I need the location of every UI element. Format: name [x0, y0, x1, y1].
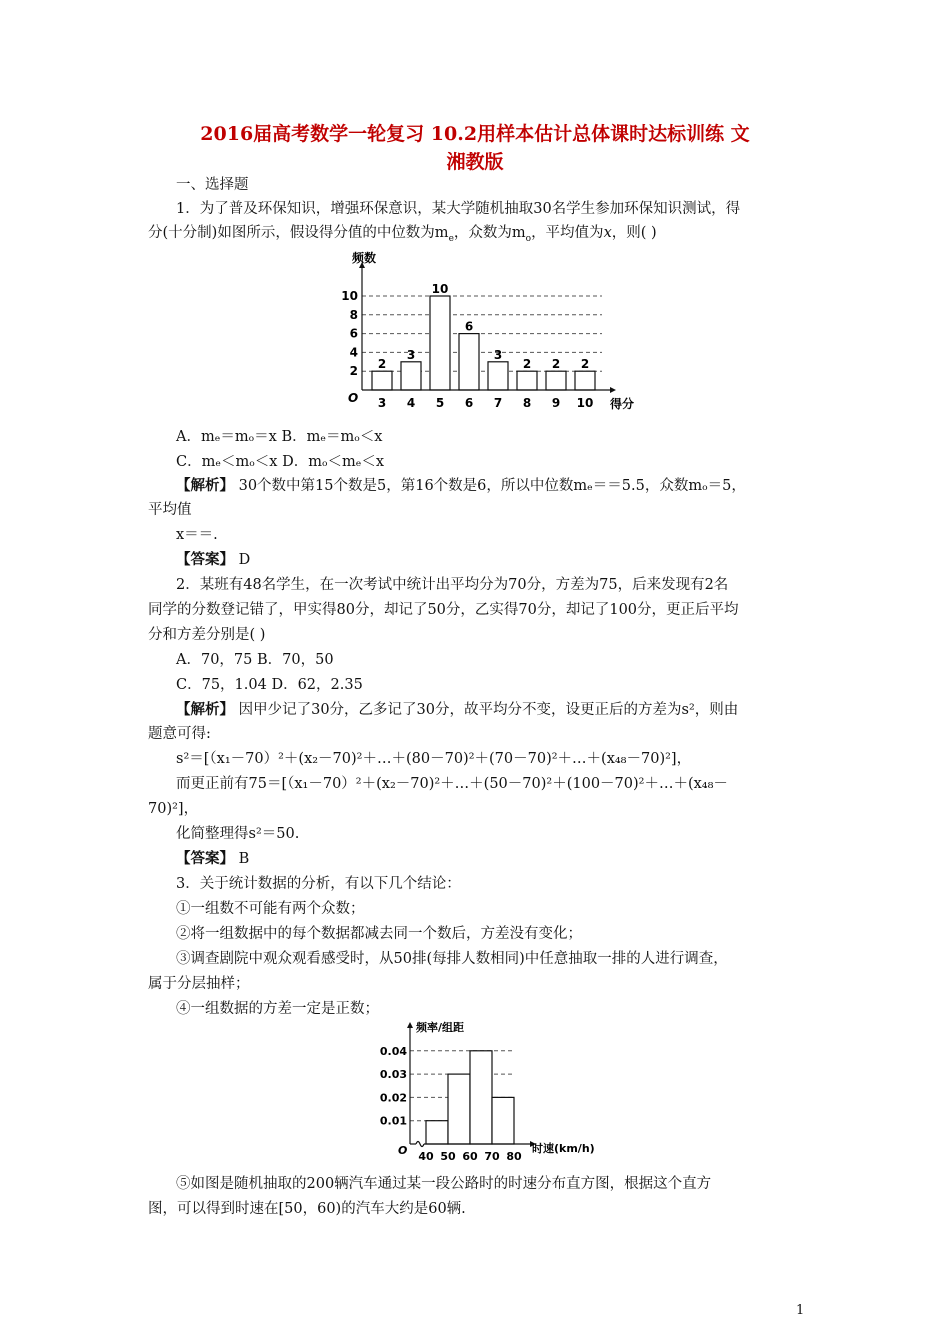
bar-value-label: 3 [406, 347, 416, 362]
y-tick-label: 0.03 [379, 1068, 407, 1082]
q2-formula-2: 而更正前有75＝[（x₁－70）²＋(x₂－70)²＋…＋(50－70)²＋(100－70)²＋…＋(x₄₈－ [176, 776, 728, 792]
x-tick-label: 7 [493, 396, 503, 410]
origin-label: O [398, 1144, 408, 1157]
q1-answer: 【答案】 D [176, 551, 251, 568]
document-title [120, 120, 830, 176]
q1-analysis-line-2: 平均值 [148, 502, 192, 518]
x-tick-label: 80 [506, 1150, 522, 1163]
x-tick-label: 10 [576, 396, 594, 410]
histogram-bar [492, 1097, 514, 1144]
q3-statement-5: ⑤如图是随机抽取的200辆汽车通过某一段公路时的时速分布直方图，根据这个直方 [176, 1176, 712, 1192]
bar [546, 371, 566, 390]
bar [459, 334, 479, 390]
y-tick-label: 0.02 [379, 1091, 407, 1105]
q2-formula-1: s²＝[（x₁－70）²＋(x₂－70)²＋…＋(80－70)²＋(70－70)²＋…＋(x₄₈－70)²]， [176, 751, 692, 767]
q1-analysis-line-3: x＝＝. [176, 527, 218, 543]
bar-value-label: 10 [431, 282, 449, 296]
x-axis-arrow [610, 387, 616, 393]
x-axis-label: 时速(km/h) [532, 1142, 595, 1155]
q3-statement-1: ①一组数不可能有两个众数； [176, 901, 365, 917]
x-tick-label: 5 [435, 396, 445, 410]
histogram-bar [426, 1121, 448, 1144]
q2-answer: 【答案】 B [176, 850, 250, 867]
bar [517, 371, 537, 390]
bar-value-label: 2 [580, 357, 590, 372]
x-tick-label: 40 [418, 1150, 434, 1163]
q3-stem: 3．关于统计数据的分析，有以下几个结论： [176, 876, 461, 892]
bar [488, 362, 508, 390]
x-tick-label: 4 [406, 396, 416, 410]
q2-formula-3: 化简整理得s²＝50. [176, 826, 300, 842]
origin-label: O [348, 391, 359, 405]
y-tick-label: 6 [349, 326, 358, 341]
q3-statement-3: ③调查剧院中观众观看感受时，从50排(每排人数相同)中任意抽取一排的人进行调查， [176, 951, 728, 967]
x-tick-label: 3 [377, 396, 387, 410]
q3-statement-2: ②将一组数据中的每个数据都减去同一个数后，方差没有变化； [176, 926, 582, 942]
y-axis-label: 频数 [352, 251, 377, 265]
y-tick-label: 0.01 [379, 1114, 407, 1128]
x-tick-label: 50 [440, 1150, 456, 1163]
x-axis-label: 得分 [610, 397, 635, 411]
page-number: 1 [796, 1303, 805, 1318]
x-tick-label: 8 [522, 396, 532, 410]
bar-value-label: 6 [464, 319, 474, 334]
section-heading: 一、选择题 [176, 177, 249, 193]
q2-options-cd: C．75，1.04 D．62，2.35 [176, 677, 363, 693]
q2-stem-line-2: 同学的分数登记错了，甲实得80分，却记了50分，乙实得70分，却记了100分，更正后平均 [148, 602, 739, 618]
q2-analysis: 【解析】 因甲少记了30分，乙多记了30分，故平均分不变，设更正后的方差为s²，则由 [176, 701, 739, 718]
title-line-2: 湘教版 [446, 151, 504, 173]
q2-formula-2b: 70)²]， [148, 801, 199, 817]
histogram-bar [470, 1051, 492, 1144]
q2-stem-line-1: 2．某班有48名学生，在一次考试中统计出平均分为70分，方差为75，后来发现有2名 [176, 577, 729, 593]
title-line-1: 2016届高考数学一轮复习 10.2用样本估计总体课时达标训练 文 [200, 123, 750, 145]
q2-analysis-line-2: 题意可得: [148, 726, 211, 742]
bar-value-label: 2 [377, 357, 387, 372]
bar-value-label: 2 [522, 357, 532, 372]
q1-stem-line-2: 分(十分制)如图所示，假设得分值的中位数为$m_e$，众数为$m_o$，平均值为x，则( ) [148, 225, 657, 244]
bar [372, 371, 392, 390]
bar [575, 371, 595, 390]
q1-analysis: 【解析】 30个数中第15个数是5，第16个数是6，所以中位数mₑ＝＝5.5，众数mₒ＝5， [176, 477, 746, 494]
x-tick-label: 60 [462, 1150, 478, 1163]
bar [430, 296, 450, 390]
score-frequency-chart [320, 248, 650, 418]
y-tick-label: 2 [349, 364, 358, 379]
q3-statement-3-line-2: 属于分层抽样； [148, 976, 250, 992]
histogram-bar [448, 1074, 470, 1144]
q3-statement-4: ④一组数据的方差一定是正数； [176, 1001, 379, 1017]
y-axis-label: 频率/组距 [416, 1021, 465, 1034]
y-tick-label: 4 [349, 345, 358, 360]
x-tick-label: 9 [551, 396, 561, 410]
y-tick-label: 8 [349, 307, 358, 322]
x-tick-label: 6 [464, 396, 474, 410]
q3-statement-5-line-2: 图，可以得到时速在[50，60)的汽车大约是60辆. [148, 1201, 466, 1217]
bar-value-label: 2 [551, 357, 561, 372]
bar-value-label: 3 [493, 347, 503, 362]
y-axis-arrow [407, 1022, 413, 1028]
q1-options-cd: C．mₑ＜mₒ＜x D．mₒ＜mₑ＜x [176, 454, 385, 470]
y-tick-label: 0.04 [379, 1044, 407, 1058]
q2-options-ab: A．70，75 B．70，50 [176, 652, 334, 668]
bar [401, 362, 421, 390]
y-tick-label: 10 [341, 289, 358, 303]
q1-options-ab: A．mₑ＝mₒ＝x B．mₑ＝mₒ＜x [176, 429, 383, 445]
q2-stem-line-3: 分和方差分别是( ) [148, 627, 266, 643]
speed-histogram-chart [368, 1018, 618, 1168]
q1-stem-line-1: 1．为了普及环保知识，增强环保意识，某大学随机抽取30名学生参加环保知识测试，得 [176, 201, 741, 217]
x-tick-label: 70 [484, 1150, 500, 1163]
axis-break-mark [416, 1142, 424, 1147]
